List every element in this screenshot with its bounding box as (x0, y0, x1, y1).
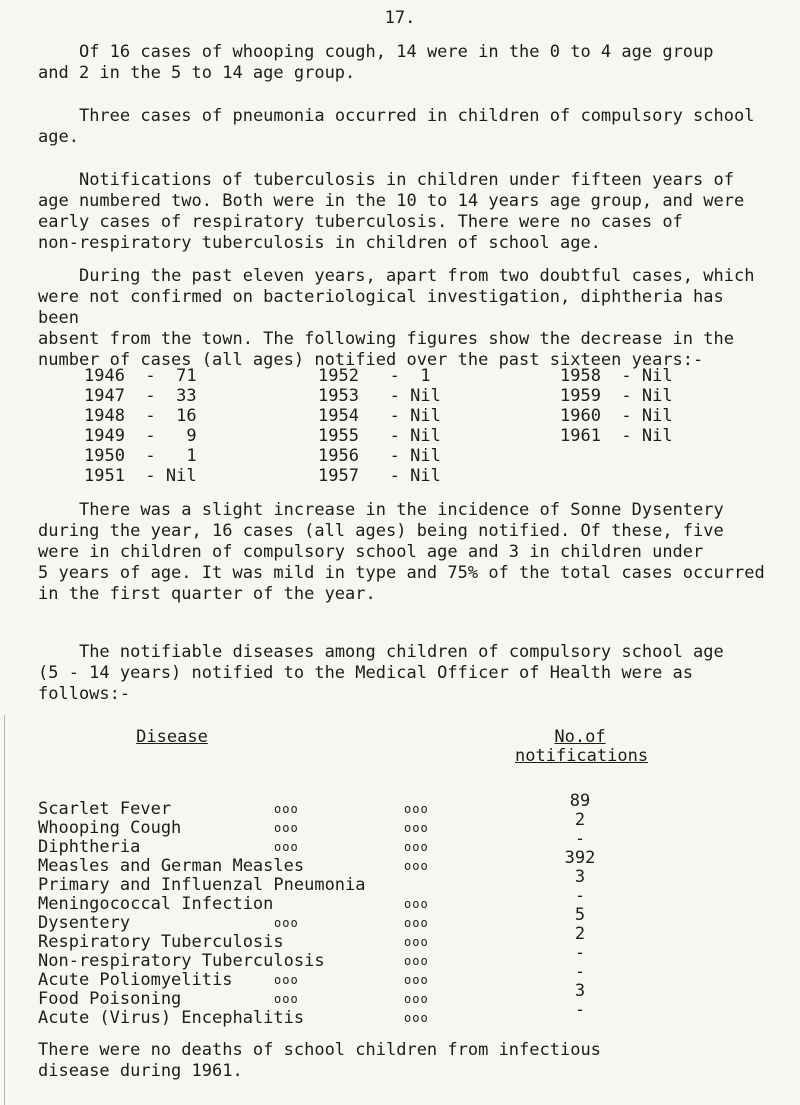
leader-dots: ooo (404, 821, 429, 835)
disease-name: Non-respiratory Tuberculosis (38, 951, 325, 971)
notification-count: - (574, 829, 586, 849)
leader-dots: ooo (404, 992, 429, 1006)
year-entry: 1958 - Nil (560, 366, 673, 386)
year-column-3 (560, 366, 673, 446)
year-entry: 1954 - Nil (318, 406, 441, 426)
disease-name: Meningococcal Infection (38, 894, 274, 914)
year-column-1 (84, 366, 197, 486)
disease-name: Acute Poliomyelitis (38, 970, 233, 990)
disease-row (38, 952, 458, 971)
disease-row (38, 914, 458, 933)
year-entry: 1946 - 71 (84, 366, 197, 386)
notifications-header-line2: notifications (515, 746, 649, 766)
notification-count: 2 (574, 810, 586, 830)
leader-dots: ooo (404, 935, 429, 949)
year-entry: 1957 - Nil (318, 466, 441, 486)
disease-name: Primary and Influenzal Pneumonia (38, 875, 366, 895)
disease-row (38, 990, 458, 1009)
year-entry: 1961 - Nil (560, 426, 673, 446)
notification-count: 89 (569, 791, 591, 811)
notification-count: - (574, 962, 586, 982)
disease-name: Food Poisoning (38, 989, 182, 1009)
paragraph-closing: There were no deaths of school children from infectious disease during 1961. (38, 1040, 601, 1081)
year-entry: 1952 - 1 (318, 366, 431, 386)
disease-row (38, 800, 458, 819)
disease-name: Dysentery (38, 913, 131, 933)
notification-count-list (555, 792, 605, 1020)
disease-name: Acute (Virus) Encephalitis (38, 1008, 305, 1028)
leader-dots: ooo (404, 954, 429, 968)
leader-dots: ooo (274, 973, 299, 987)
year-entry: 1955 - Nil (318, 426, 441, 446)
disease-header-label: Disease (136, 727, 208, 747)
disease-name: Respiratory Tuberculosis (38, 932, 284, 952)
paragraph-pneumonia: Three cases of pneumonia occurred in children of compulsory school age. (38, 106, 755, 147)
leader-dots: ooo (274, 992, 299, 1006)
disease-row (38, 933, 458, 952)
year-column-2 (318, 366, 441, 486)
leader-dots: ooo (404, 1011, 429, 1025)
notification-count: - (574, 886, 586, 906)
year-entry: 1947 - 33 (84, 386, 197, 406)
leader-dots: ooo (404, 802, 429, 816)
leader-dots: ooo (404, 973, 429, 987)
disease-list (38, 800, 458, 1028)
paragraph-whooping-cough: Of 16 cases of whooping cough, 14 were in the 0 to 4 age group and 2 in the 5 to 14 age group. (38, 42, 714, 83)
leader-dots: ooo (404, 840, 429, 854)
disease-row (38, 819, 458, 838)
leader-dots: ooo (404, 859, 429, 873)
year-entry: 1951 - Nil (84, 466, 197, 486)
year-entry: 1950 - 1 (84, 446, 197, 466)
disease-name: Diphtheria (38, 837, 141, 857)
binding-margin-line (4, 715, 5, 1105)
notification-count: 2 (574, 924, 586, 944)
disease-column-header (112, 728, 232, 747)
year-entry: 1953 - Nil (318, 386, 441, 406)
disease-row (38, 1009, 458, 1028)
leader-dots: ooo (274, 821, 299, 835)
disease-row (38, 895, 458, 914)
disease-row (38, 857, 458, 876)
leader-dots: ooo (274, 916, 299, 930)
notification-count: - (574, 1000, 586, 1020)
paragraph-notifiable-diseases: The notifiable diseases among children of compulsory school age (5 - 14 years) notified to the Medical Officer of Health were as follows:- (38, 642, 724, 704)
notification-count: 3 (574, 981, 586, 1001)
paragraph-tuberculosis: Notifications of tuberculosis in children under fifteen years of age numbered two. Both were in the 10 to 14 years age group, and were early cases of respiratory tuberculosis. There were no cases of non-respiratory tuberculosis in children of school age. (38, 170, 745, 253)
disease-row (38, 876, 458, 895)
year-entry: 1956 - Nil (318, 446, 441, 466)
notification-count: - (574, 943, 586, 963)
leader-dots: ooo (404, 916, 429, 930)
leader-dots: ooo (274, 840, 299, 854)
page-number: 17. (384, 8, 416, 28)
disease-name: Whooping Cough (38, 818, 182, 838)
disease-name: Scarlet Fever (38, 799, 172, 819)
year-entry: 1949 - 9 (84, 426, 197, 446)
year-entry: 1948 - 16 (84, 406, 197, 426)
notifications-column-header (515, 727, 649, 766)
notification-count: 5 (574, 905, 586, 925)
disease-row (38, 838, 458, 857)
notification-count: 392 (564, 848, 596, 868)
notification-count: 3 (574, 867, 586, 887)
year-entry: 1959 - Nil (560, 386, 673, 406)
disease-name: Measles and German Measles (38, 856, 305, 876)
year-entry: 1960 - Nil (560, 406, 673, 426)
notifications-header-line1: No.of (554, 727, 606, 747)
disease-row (38, 971, 458, 990)
paragraph-dysentery: There was a slight increase in the incidence of Sonne Dysentery during the year, 16 cases (all ages) being notified. Of these, five were in children of compulsory school age and 3 in children under 5 years of age. It was mild in type and 75% of the total cases occurred in the first quarter of the year. (38, 500, 765, 604)
leader-dots: ooo (404, 897, 429, 911)
paragraph-diphtheria: During the past eleven years, apart from two doubtful cases, which were not confirmed on bacteriological investigation, diphtheria has been absent from the town. The following figures show the decrease in the number of cases (all ages) notified over the past sixteen years:- (38, 266, 755, 370)
leader-dots: ooo (274, 802, 299, 816)
